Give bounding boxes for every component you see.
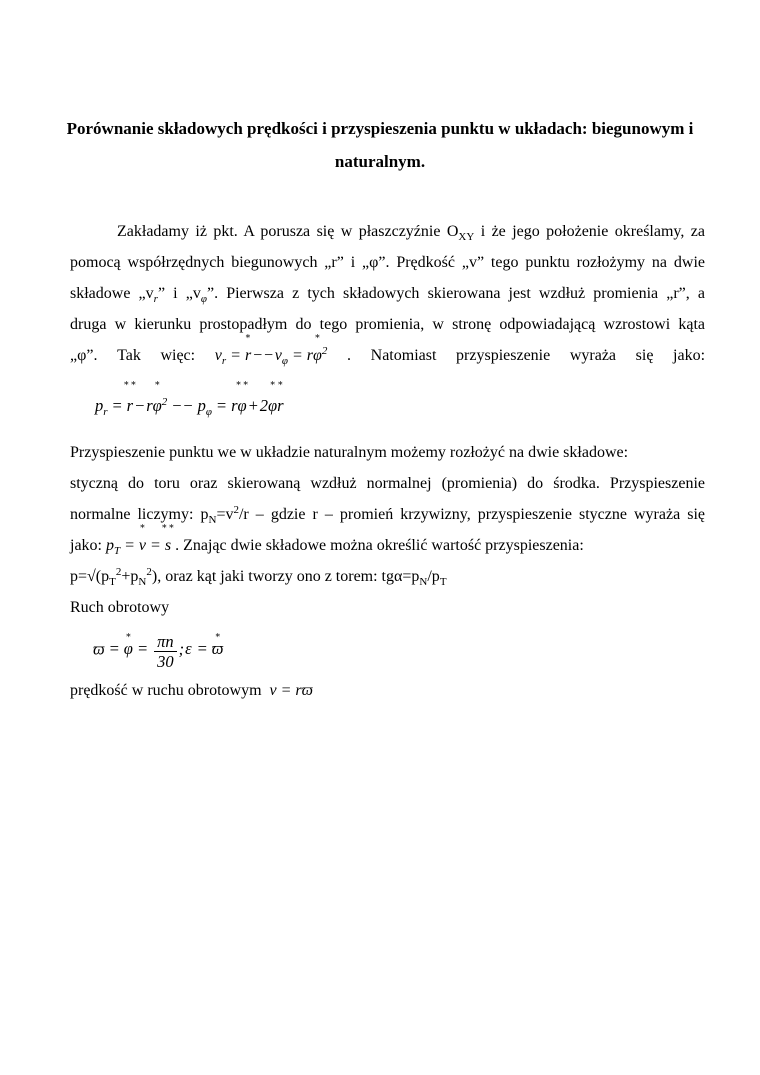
- var-r: r: [126, 396, 134, 415]
- phi-dot: [313, 331, 322, 371]
- subscript-t: T: [439, 576, 447, 588]
- var-phi: φ: [313, 347, 322, 364]
- dot-accent: ∗: [125, 630, 133, 641]
- rotation-velocity-label: prędkość w ruchu obrotowym: [70, 681, 262, 699]
- varpi-dot: [211, 630, 224, 659]
- dot-accent: ∗: [314, 331, 322, 341]
- equals-sign: =: [111, 396, 123, 415]
- rotation-velocity-line: [70, 675, 705, 706]
- equals-sign: =: [124, 537, 135, 554]
- var-epsilon: ε: [185, 639, 192, 659]
- double-dot-accent: ∗∗: [161, 521, 176, 531]
- para2-line5-text3: ), oraz kąt jaki tworzy ono z torem: tgα=p: [151, 568, 420, 585]
- subscript-n: N: [138, 576, 147, 588]
- para2-line5-text4: /p: [427, 568, 440, 585]
- para1-line3: [70, 278, 705, 309]
- var-r: r: [306, 347, 313, 364]
- s-double-dot: [161, 521, 176, 561]
- r-dot: [277, 378, 285, 425]
- superscript-2: 2: [321, 345, 328, 357]
- subscript-r: r: [221, 355, 227, 367]
- para2-line1: Przyspieszenie punktu we w układzie naturalnym możemy rozłożyć na dwie składowe:: [70, 444, 629, 461]
- formula-velocity-components: [214, 331, 328, 367]
- para1-line3-text-mid: ” i „v: [157, 285, 201, 302]
- heading-rotation: Ruch obrotowy: [70, 599, 170, 616]
- r-dot: [244, 331, 252, 371]
- var-p: p: [197, 396, 206, 415]
- para1-line2: pomocą współrzędnych biegunowych „r” i „φ”. Prędkość „v” tego punktu rozłożymy na dwie: [70, 254, 705, 271]
- period: .: [347, 347, 351, 364]
- superscript-2: 2: [146, 566, 152, 578]
- fraction-numerator: πn: [154, 633, 177, 652]
- double-dot-accent: ∗∗: [123, 378, 138, 388]
- equals-sign: =: [215, 396, 228, 415]
- dot-accent: ∗: [214, 630, 222, 641]
- fraction-denominator: 30: [157, 652, 174, 672]
- fraction-pin-30: [154, 633, 177, 671]
- para2-line4-text-end: . Znając dwie składowe można określić wartość przyspieszenia:: [175, 537, 584, 554]
- dot-accent: ∗: [139, 521, 147, 531]
- subscript-xy: XY: [458, 231, 475, 243]
- var-varpi: ϖ: [301, 681, 313, 699]
- superscript-2: 2: [115, 566, 122, 578]
- double-dot-accent: ∗∗: [235, 378, 250, 388]
- dot-accent: ∗: [244, 331, 252, 341]
- para1-line4: druga w kierunku prostopadłym do tego promienia, w stronę odpowiadającą wzrostowi kąta: [70, 316, 705, 333]
- var-phi: φ: [152, 396, 162, 415]
- var-phi: φ: [123, 639, 133, 659]
- para2-line3-text: normalne liczymy: p: [70, 506, 209, 523]
- r-double-dot: [123, 378, 138, 425]
- semicolon: ;: [178, 639, 185, 659]
- para2-line5-text: p=√(p: [70, 568, 110, 585]
- v-dot: [138, 521, 147, 561]
- var-v: v: [269, 681, 277, 699]
- equals-sign: =: [291, 347, 303, 364]
- para1-line5: [70, 331, 706, 371]
- plus-sign: +: [247, 396, 259, 415]
- var-s: s: [164, 537, 172, 554]
- para2-line5: [70, 561, 705, 592]
- var-varpi: ϖ: [93, 639, 105, 659]
- para2-line3-text-mid: =v: [216, 506, 234, 523]
- var-varpi: ϖ: [211, 639, 224, 659]
- phi-dot: [268, 378, 278, 425]
- equals-sign: =: [230, 347, 241, 364]
- var-p: p: [106, 537, 114, 554]
- coefficient-2: 2: [259, 396, 269, 415]
- minus-sign: −: [134, 396, 146, 415]
- phi-double-dot: [235, 378, 250, 425]
- formula-angular-velocity: [93, 625, 705, 671]
- equals-sign: =: [280, 681, 292, 699]
- var-v: v: [214, 347, 222, 364]
- formula-rotational-velocity: [270, 682, 313, 699]
- var-phi: φ: [237, 396, 247, 415]
- var-phi: φ: [268, 396, 278, 415]
- var-r: r: [146, 396, 153, 415]
- var-r: r: [277, 396, 284, 415]
- var-r: r: [231, 396, 238, 415]
- para2-line3-text-end: /r – gdzie r – promień krzywizny, przyspieszenie styczne wyraża się: [238, 506, 705, 523]
- var-v: v: [274, 347, 282, 364]
- paragraph-natural: [70, 437, 705, 592]
- para2-line4: [70, 521, 705, 561]
- para2-line2: styczną do toru oraz skierowaną wzdłuż normalnej (promienia) do środka. Przyspieszenie: [70, 475, 705, 492]
- page-title-line1: Porównanie składowych prędkości i przyspieszenia punktu w układach: biegunowym i: [66, 119, 694, 138]
- para1-line5-text: „φ”. Tak więc:: [70, 347, 196, 364]
- subscript-r: r: [153, 293, 158, 305]
- double-minus: −−: [171, 396, 194, 415]
- var-r: r: [295, 681, 302, 699]
- dot-accent: ∗: [277, 378, 285, 388]
- subscript-phi: φ: [205, 406, 212, 418]
- para1-line5-text-end: Natomiast przyspieszenie wyraża się jako:: [370, 347, 706, 364]
- paragraph-polar: [70, 216, 705, 371]
- subscript-n: N: [419, 576, 428, 588]
- subscript-t: T: [114, 545, 121, 557]
- subscript-phi: φ: [200, 293, 207, 305]
- equals-sign: =: [196, 639, 208, 659]
- page-title-line2: naturalnym.: [334, 152, 426, 171]
- double-minus: −−: [252, 347, 274, 364]
- para1-line3-text: składowe „v: [70, 285, 154, 302]
- phi-dot: [123, 630, 133, 659]
- equals-sign: =: [108, 639, 120, 659]
- var-r: r: [244, 347, 252, 364]
- para2-line4-text: jako:: [70, 537, 102, 554]
- phi-dot: [152, 378, 162, 425]
- subscript-r: r: [103, 406, 108, 418]
- para1-line3-text-end: ”. Pierwsza z tych składowych skierowana jest wzdłuż promienia „r”, a: [206, 285, 706, 302]
- subscript-t: T: [109, 576, 116, 588]
- dot-accent: ∗: [154, 378, 162, 388]
- para1-line1: [70, 216, 705, 247]
- equals-sign: =: [150, 537, 161, 554]
- page-title: [0, 112, 760, 178]
- subscript-phi: φ: [281, 355, 288, 367]
- equals-sign: =: [136, 639, 149, 659]
- dot-accent: ∗: [269, 378, 277, 388]
- superscript-2: 2: [161, 396, 168, 408]
- superscript-2: 2: [233, 504, 239, 516]
- subscript-n: N: [208, 514, 217, 526]
- formula-tangential-acceleration: [106, 521, 176, 557]
- para2-line5-text2: +p: [121, 568, 139, 585]
- para1-line1-text-end: i że jego położenie określamy, za: [474, 223, 705, 240]
- formula-acceleration-polar: [95, 378, 705, 425]
- para1-line1-text: Zakładamy iż pkt. A porusza się w płaszczyźnie O: [117, 223, 459, 240]
- var-p: p: [95, 396, 104, 415]
- var-v: v: [138, 537, 147, 554]
